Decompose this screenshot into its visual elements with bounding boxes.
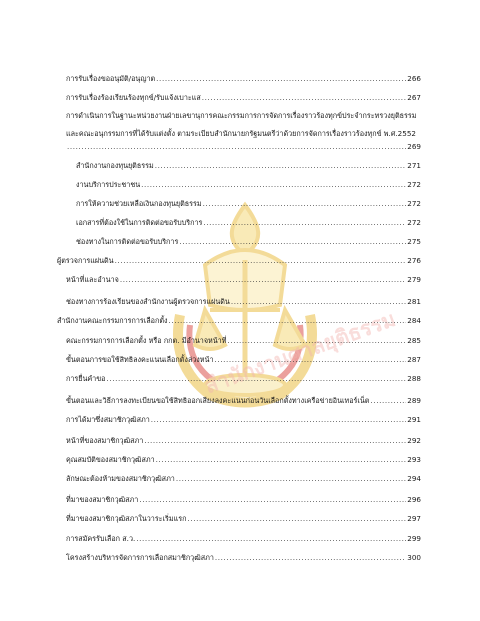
toc-entry[interactable] (0, 490, 480, 504)
toc-entry-label: โครงสร้างบริหารจัดการการเลือกสมาชิกวุฒิสภา (66, 553, 214, 562)
toc-entry-label-line2: และคณะอนุกรรมการที่ได้รับแต่งตั้ง ตามระเบียบสำนักนายกรัฐมนตรีว่าด้วยการจัดการเรื่องราวร้องทุกข์ พ.ศ.2552 (66, 129, 416, 138)
toc-entry-label: การรับเรื่องขออนุมัติ/อนุญาต (66, 74, 156, 83)
toc-entry[interactable] (0, 410, 480, 424)
toc-entry-label: การให้ความช่วยเหลือเงินกองทุนยุติธรรม (76, 199, 202, 208)
toc-entry[interactable] (0, 270, 480, 284)
toc-entry-page: 267 (407, 93, 421, 102)
toc-entry[interactable] (0, 88, 480, 102)
toc-entry-page: 296 (407, 495, 421, 504)
watermark-text: สำนักงานศาลยุติธรรม (201, 305, 399, 399)
toc-entry-label: หน้าที่ของสมาชิกวุฒิสภา (66, 436, 144, 445)
toc-entry[interactable] (0, 292, 480, 306)
toc-entry-label: ที่มาของสมาชิกวุฒิสภา (66, 495, 139, 504)
toc-entry-label: ขั้นตอนและวิธีการลงทะเบียนขอใช้สิทธิออกเสียงลงคะแนนก่อนวันเลือกตั้งทางเครือข่ายอินเทอร์เน็ต (66, 396, 370, 405)
toc-entry[interactable] (0, 331, 480, 345)
toc-entry[interactable] (0, 450, 480, 464)
toc-entry[interactable] (0, 137, 480, 151)
toc-entry[interactable] (0, 311, 480, 325)
toc-entry[interactable] (0, 69, 480, 83)
toc-entry[interactable] (0, 251, 480, 265)
toc-entry-label: การได้มาซึ่งสมาชิกวุฒิสภา (66, 415, 150, 424)
toc-entry-label: สำนักงานคณะกรรมการการเลือกตั้ง (57, 316, 168, 325)
toc-entry-page: 281 (407, 297, 421, 306)
toc-entry[interactable] (0, 529, 480, 543)
toc-entry-label: หน้าที่และอำนาจ (66, 275, 119, 284)
toc-entry-page: 269 (407, 142, 421, 151)
toc-entry-page: 279 (407, 275, 421, 284)
toc-entry-label: ขั้นตอนการขอใช้สิทธิลงคะแนนเลือกตั้งล่วงหน้า (66, 355, 214, 364)
toc-entry-page: 271 (407, 161, 421, 170)
toc-entry-page: 266 (407, 74, 421, 83)
toc-entry-page: 272 (407, 218, 421, 227)
toc-entry-label: สำนักงานกองทุนยุติธรรม (76, 161, 154, 170)
toc-entry-label: คุณสมบัติของสมาชิกวุฒิสภา (66, 455, 155, 464)
toc-entry[interactable] (0, 369, 480, 383)
toc-entry[interactable] (0, 350, 480, 364)
toc-entry-page: 284 (407, 316, 421, 325)
toc-entry-label: งานบริการประชาชน (76, 180, 141, 189)
toc-entry-page: 275 (407, 237, 421, 246)
toc-entry-page: 272 (407, 199, 421, 208)
toc-entry-page: 299 (407, 534, 421, 543)
toc-entry[interactable] (0, 156, 480, 170)
toc-entry-page: 292 (407, 436, 421, 445)
toc-entry-page: 291 (407, 415, 421, 424)
toc-entry-label: ลักษณะต้องห้ามของสมาชิกวุฒิสภา (66, 474, 175, 483)
toc-entry[interactable] (0, 469, 480, 483)
toc-entry[interactable] (0, 431, 480, 445)
toc-entry-label: ผู้ตรวจการแผ่นดิน (57, 256, 114, 265)
toc-entry-page: 300 (407, 553, 421, 562)
toc-entry-page: 294 (407, 474, 421, 483)
toc-entry-page: 288 (407, 374, 421, 383)
toc-entry[interactable] (0, 194, 480, 208)
toc-entry-label: ช่องทางการร้องเรียนของสำนักงานผู้ตรวจการแผ่นดิน (66, 297, 230, 306)
toc-entry[interactable] (0, 391, 480, 405)
toc-entry-label: การยื่นคำขอ (66, 374, 106, 383)
toc-entry[interactable] (0, 509, 480, 523)
toc-entry-page: 297 (407, 514, 421, 523)
toc-entry[interactable] (0, 213, 480, 227)
toc-entry-label: ที่มาของสมาชิกวุฒิสภาในวาระเริ่มแรก (66, 514, 187, 523)
toc-entry-label: คณะกรรมการการเลือกตั้ง หรือ กกต. มีอำนาจหน้าที่ (66, 336, 227, 345)
toc-entry-label: การสมัครรับเลือก ส.ว. (66, 534, 136, 543)
toc-entry[interactable] (0, 232, 480, 246)
toc-entry-label: ช่องทางในการติดต่อขอรับบริการ (76, 237, 179, 246)
toc-entry-label-line1: การดำเนินการในฐานะหน่วยงานฝ่ายเลขานุการคณะกรรมการการจัดการเรื่องราวร้องทุกข์ประจำกระทรวงยุติธรรม (66, 111, 417, 120)
toc-entry-page: 276 (407, 256, 421, 265)
toc-entry-page: 285 (407, 336, 421, 345)
toc-entry-label: เอกสารที่ต้องใช้ในการติดต่อขอรับบริการ (76, 218, 203, 227)
toc-entry-label: การรับเรื่องร้องเรียนร้องทุกข์/รับแจ้งเบาะแส (66, 93, 201, 102)
toc-entry-page: 293 (407, 455, 421, 464)
toc-entry-page: 289 (407, 396, 421, 405)
toc-entry-page: 272 (407, 180, 421, 189)
toc-entry[interactable] (0, 175, 480, 189)
toc-entry-page: 287 (407, 355, 421, 364)
toc-entry[interactable] (0, 548, 480, 562)
